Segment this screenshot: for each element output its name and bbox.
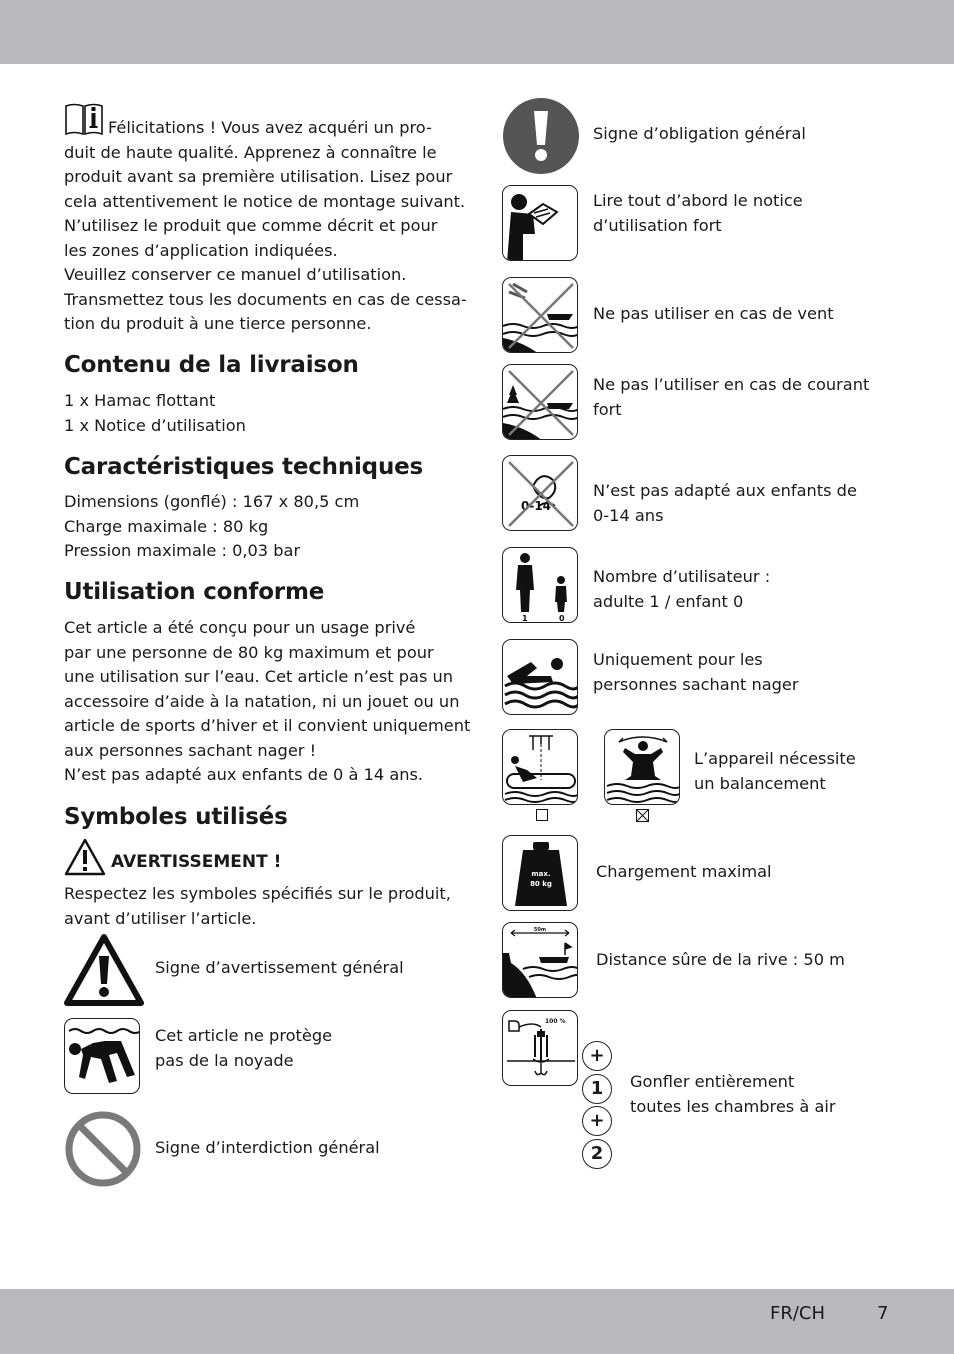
footer-language: FR/CH [770,1303,826,1324]
spec-item: Dimensions (gonflé) : 167 x 80,5 cm [64,492,360,511]
swing-off-icon [502,729,578,805]
child-count-text: 0 [559,614,565,623]
safe-distance-icon [502,922,578,998]
general-warning-icon [64,934,144,1006]
no-wind-icon [502,277,578,353]
symbol-label: Signe d’interdiction général [155,1138,380,1157]
not-for-children-icon [502,455,578,531]
header-bar [0,0,954,64]
step-plus-icon: + [582,1106,612,1136]
symbol-label: Nombre d’utilisateur : adulte 1 / enfant 0 [593,567,771,611]
age-range-text: 0-14 [521,499,552,513]
warning-text: Respectez les symboles spécifiés sur le produit, avant d’utiliser l’article. [64,884,451,928]
percent-text: 100 % [545,1018,566,1025]
symbol-label: Distance sûre de la rive : 50 m [596,950,845,969]
symbol-label: Signe d’avertissement général [155,958,404,977]
delivery-item: 1 x Notice d’utilisation [64,416,246,435]
delivery-item: 1 x Hamac flottant [64,391,216,410]
spec-item: Pression maximale : 0,03 bar [64,541,301,560]
checked-checkbox-icon [636,809,649,822]
usage-text: Cet article a été conçu pour un usage privé par une personne de 80 kg maximum et pour une utilisation sur l’eau. Cet article n’est pas un accessoire d’aide à la natation, ni un jouet ou un article de sports d’hiver et il convient uniquement aux personnes sachant nager ! N’est pas adapté aux enfants de 0 à 14 ans. [64,618,471,784]
usage-heading: Utilisation conforme [64,579,325,605]
symbol-label: Ne pas utiliser en cas de vent [593,304,834,323]
read-manual-icon [502,185,578,261]
distance-text: 50m [533,927,547,933]
intro-text: Félicitations ! Vous avez acquéri un pro- duit de haute qualité. Apprenez à connaître le produit avant sa première utilisation. Lisez pour cela attentivement le notice de montage suivant. N’utilisez le produit que comme décrit et pour les zones d’application indiquées. Veuillez conserver ce manuel d’utilisation. Transmettez tous les documents en cas de cessa- tion du produit à une tierce personne. [64,118,467,333]
spec-item: Charge maximale : 80 kg [64,517,269,536]
general-prohibition-icon [64,1110,142,1188]
warning-label: AVERTISSEMENT ! [111,852,282,872]
symbol-label: Ne pas l’utiliser en cas de courant fort [593,375,870,419]
symbol-label: L’appareil nécessite un balancement [694,749,856,793]
symbol-label: Chargement maximal [596,862,772,881]
weight-text: 80 kg [530,880,552,888]
symbol-label: Cet article ne protège pas de la noyade [155,1026,333,1070]
inflate-chambers-icon [502,1010,578,1086]
swimmers-only-icon [502,639,578,715]
general-obligation-icon [502,97,580,175]
max-load-icon [502,835,578,911]
swing-icon [604,729,680,805]
specs-heading: Caractéristiques techniques [64,454,424,480]
page-number: 7 [877,1303,889,1324]
max-text: max. [531,870,551,878]
no-current-icon [502,364,578,440]
step-1-icon: 1 [582,1074,612,1104]
warning-triangle-icon [64,838,106,876]
user-count-icon [502,547,578,623]
symbols-heading: Symboles utilisés [64,804,288,830]
symbol-label: Lire tout d’abord le notice d’utilisation fort [593,191,803,235]
symbol-label: Signe d’obligation général [593,124,806,143]
symbol-label: N’est pas adapté aux enfants de 0-14 ans [593,481,857,525]
step-plus-icon: + [582,1041,612,1071]
step-2-icon: 2 [582,1139,612,1169]
delivery-heading: Contenu de la livraison [64,352,359,378]
adult-count-text: 1 [522,614,528,623]
symbol-label: Gonfler entièrement toutes les chambres à air [630,1072,836,1116]
empty-checkbox-icon [536,809,548,821]
no-drowning-protection-icon [64,1018,140,1094]
symbol-label: Uniquement pour les personnes sachant nager [593,650,799,694]
